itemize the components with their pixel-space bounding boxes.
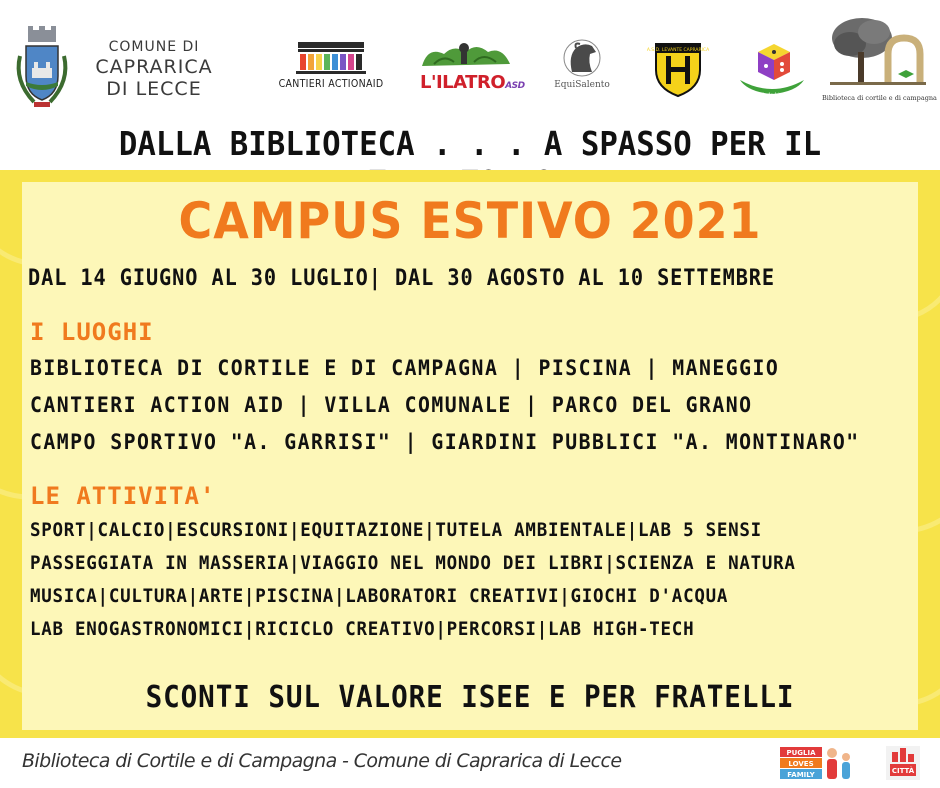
levante-shield-icon xyxy=(646,40,710,98)
logo-bar xyxy=(0,0,940,118)
luoghi-line: CANTIERI ACTION AID | VILLA COMUNALE | PARCO DEL GRANO xyxy=(30,393,753,418)
puglia-word: PUGLIA xyxy=(786,749,816,757)
attivita-line: LAB ENOGASTRONOMICI|RICICLO CREATIVO|PERCORSI|LAB HIGH-TECH xyxy=(30,618,695,640)
dice-logo xyxy=(736,40,808,98)
family-word: FAMILY xyxy=(787,771,815,779)
cantieri-caption: CANTIERI ACTIONAID xyxy=(278,78,384,90)
loves-word: LOVES xyxy=(788,760,814,768)
puglia-loves-family-icon xyxy=(780,743,854,783)
campus-title: CAMPUS ESTIVO 2021 xyxy=(178,192,762,250)
ilatro-logo-icon xyxy=(414,40,516,76)
slogan: DALLA BIBLIOTECA . . . A SPASSO PER IL xyxy=(118,124,822,163)
citta-word: CITTÀ xyxy=(891,767,915,775)
campus-dates: DAL 14 GIUGNO AL 30 LUGLIO| DAL 30 AGOSTO AL 10 SETTEMBRE xyxy=(28,266,776,291)
biblioteca-caption: Biblioteca di cortile e di campagna xyxy=(822,94,937,102)
ilatro-logo xyxy=(414,40,525,100)
levante-logo xyxy=(646,40,710,98)
comune-line-1: COMUNE DI xyxy=(108,39,200,55)
ilatro-caption xyxy=(420,72,525,93)
cantieri-logo-icon xyxy=(272,38,390,78)
equisalento-horse-icon xyxy=(546,38,618,80)
attivita-line: SPORT|CALCIO|ESCURSIONI|EQUITAZIONE|TUTELA AMBIENTALE|LAB 5 SENSI xyxy=(30,519,762,541)
luoghi-line: CAMPO SPORTIVO "A. GARRISI" | GIARDINI PUBBLICI "A. MONTINARO" xyxy=(30,430,860,455)
equisalento-logo xyxy=(546,38,618,98)
luoghi-list xyxy=(30,356,930,467)
attivita-title: LE ATTIVITA' xyxy=(30,482,216,510)
attivita-line: MUSICA|CULTURA|ARTE|PISCINA|LABORATORI CREATIVI|GIOCHI D'ACQUA xyxy=(30,585,729,607)
luoghi-title: I LUOGHI xyxy=(30,318,154,346)
equisalento-caption: EquiSalento xyxy=(554,80,610,90)
comune-line-2: CAPRARICA xyxy=(95,56,213,78)
dice-caption: Il dado birbo xyxy=(755,92,789,98)
tree-arch-logo-icon xyxy=(822,14,932,94)
ilatro-name: L'ILATRO xyxy=(420,72,506,93)
cantieri-logo xyxy=(272,38,390,98)
ilatro-suffix: ASD xyxy=(505,81,525,91)
comune-crest-icon xyxy=(14,26,70,110)
comune-line-3: DI LECCE xyxy=(106,78,202,100)
comune-name xyxy=(80,38,228,100)
footer xyxy=(0,738,940,788)
biblioteca-logo xyxy=(822,14,937,104)
luoghi-line: BIBLIOTECA DI CORTILE E DI CAMPAGNA | PISCINA | MANEGGIO xyxy=(30,356,780,381)
levante-caption: A.S.D. LEVANTE CAPRARICA xyxy=(646,48,710,53)
footer-text: Biblioteca di Cortile e di Campagna - Comune di Caprarica di Lecce xyxy=(22,750,622,772)
attivita-line: PASSEGGIATA IN MASSERIA|VIAGGIO NEL MONDO DEI LIBRI|SCIENZA E NATURA xyxy=(30,552,796,574)
dice-logo-icon xyxy=(736,40,808,98)
attivita-list xyxy=(30,519,930,651)
discount-banner: SCONTI SUL VALORE ISEE E PER FRATELLI xyxy=(145,680,795,715)
citta-logo-icon xyxy=(878,742,928,784)
